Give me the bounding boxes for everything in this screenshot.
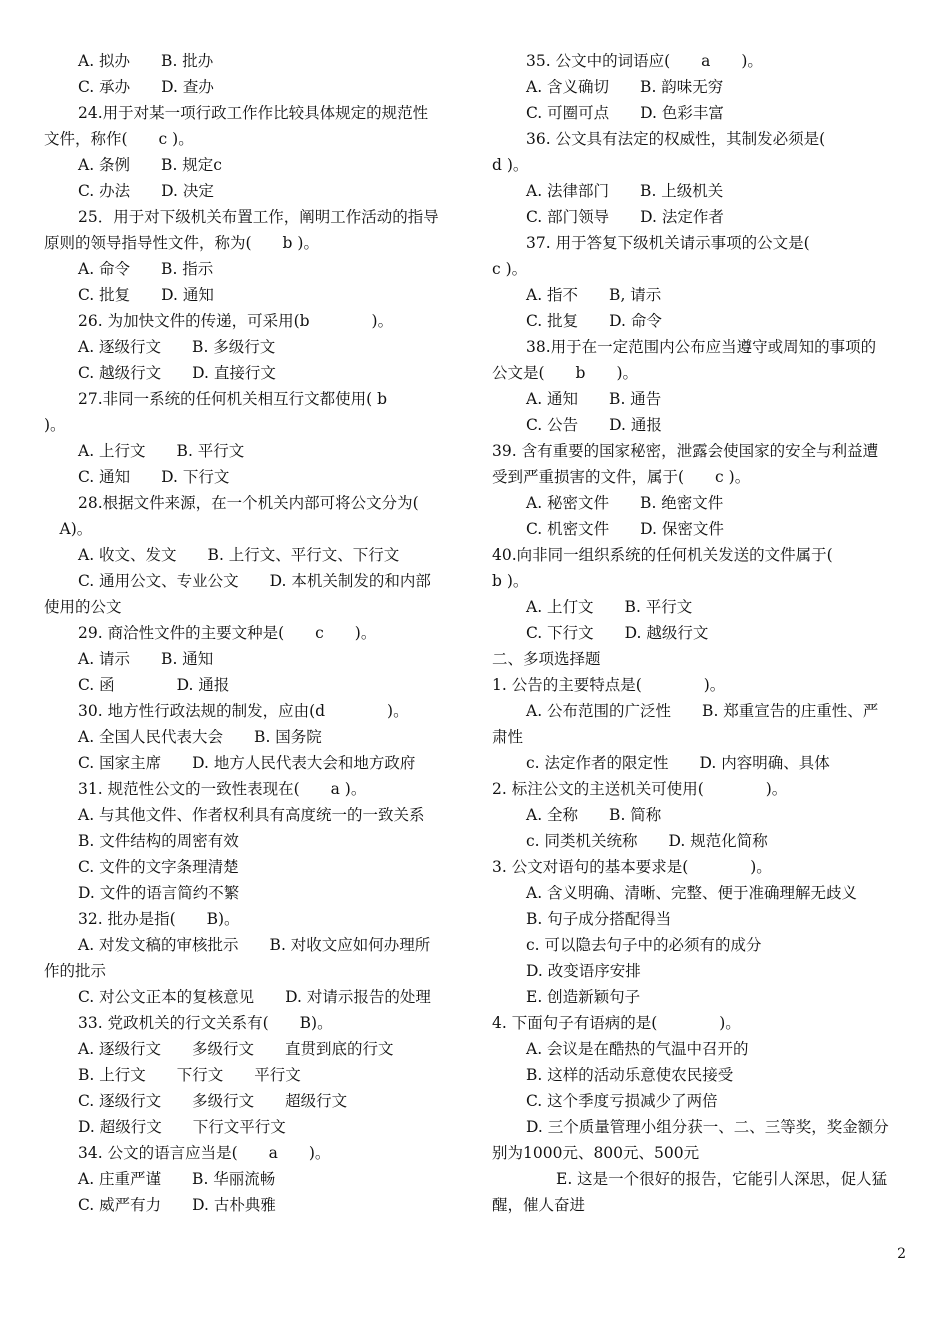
text-line: A. 庄重严谨 B. 华丽流畅 bbox=[78, 1170, 276, 1188]
text-line: A. 会议是在酷热的气温中召开的 bbox=[526, 1040, 749, 1058]
text-line: A. 逐级行文 多级行文 直贯到底的行文 bbox=[78, 1040, 394, 1058]
text-line: D. 文件的语言简约不繁 bbox=[78, 884, 240, 902]
left-column bbox=[44, 48, 464, 1218]
text-line: 29. 商洽性文件的主要文种是( c )。 bbox=[78, 624, 377, 642]
text-line: 38.用于在一定范围内公布应当遵守或周知的事项的 bbox=[526, 338, 877, 356]
text-line: C. 公告 D. 通报 bbox=[526, 416, 662, 434]
text-line: c. 法定作者的限定性 D. 内容明确、具体 bbox=[526, 754, 830, 772]
text-line: 原则的领导指导性文件，称为( b )。 bbox=[44, 234, 319, 252]
text-line: C. 这个季度亏损减少了两倍 bbox=[526, 1092, 718, 1110]
text-line: c. 同类机关统称 D. 规范化简称 bbox=[526, 832, 768, 850]
text-line: 33. 党政机关的行文关系有( B)。 bbox=[78, 1014, 333, 1032]
text-line: A. 指不 B, 请示 bbox=[526, 286, 662, 304]
text-line: 别为1000元、800元、500元 bbox=[492, 1144, 700, 1162]
text-line: 28.根据文件来源，在一个机关内部可将公文分为( bbox=[78, 494, 419, 512]
text-line: 4. 下面句子有语病的是( )。 bbox=[492, 1014, 741, 1032]
text-line: A. 上行文 B. 平行文 bbox=[78, 442, 245, 460]
text-line: A. 法律部门 B. 上级机关 bbox=[526, 182, 724, 200]
text-line: A. 含义明确、清晰、完整、便于准确理解无歧义 bbox=[526, 884, 858, 902]
text-line: C. 机密文件 D. 保密文件 bbox=[526, 520, 724, 538]
text-line: 35. 公文中的词语应( a )。 bbox=[526, 52, 763, 70]
text-line: A. 逐级行文 B. 多级行文 bbox=[78, 338, 276, 356]
text-line: c )。 bbox=[492, 260, 528, 278]
text-line: D. 改变语序安排 bbox=[526, 962, 641, 980]
text-line: B. 上行文 下行文 平行文 bbox=[78, 1066, 301, 1084]
text-line: B. 句子成分搭配得当 bbox=[526, 910, 672, 928]
text-line: 3. 公文对语句的基本要求是( )。 bbox=[492, 858, 772, 876]
text-line: 30. 地方性行政法规的制发，应由(d )。 bbox=[78, 702, 409, 720]
text-line: A. 通知 B. 通告 bbox=[526, 390, 662, 408]
text-line: C. 威严有力 D. 古朴典雅 bbox=[78, 1196, 276, 1214]
text-line: C. 通知 D. 下行文 bbox=[78, 468, 230, 486]
text-line: 27.非同一系统的任何机关相互行文都使用( b bbox=[78, 390, 388, 408]
text-line: C. 承办 D. 查办 bbox=[78, 78, 214, 96]
text-line: C. 越级行文 D. 直接行文 bbox=[78, 364, 276, 382]
text-line: D. 超级行文 下行文平行文 bbox=[78, 1118, 286, 1136]
text-line: A. 对发文稿的审核批示 B. 对收文应如何办理所 bbox=[78, 936, 431, 954]
text-line: A. 命令 B. 指示 bbox=[78, 260, 214, 278]
text-line: E. 创造新颖句子 bbox=[526, 988, 641, 1006]
text-line: 34. 公文的语言应当是( a )。 bbox=[78, 1144, 331, 1162]
text-line: C. 逐级行文 多级行文 超级行文 bbox=[78, 1092, 348, 1110]
text-line: A. 秘密文件 B. 绝密文件 bbox=[526, 494, 724, 512]
text-line: 作的批示 bbox=[44, 962, 107, 980]
text-line: 醒，催人奋进 bbox=[492, 1196, 586, 1214]
text-line: A. 收文、发文 B. 上行文、平行文、下行文 bbox=[78, 546, 400, 564]
text-line: C. 文件的文字条理清楚 bbox=[78, 858, 239, 876]
text-line: C. 批复 D. 通知 bbox=[78, 286, 214, 304]
text-line: 37. 用于答复下级机关请示事项的公文是( bbox=[526, 234, 810, 252]
text-line: B. 文件结构的周密有效 bbox=[78, 832, 239, 850]
text-line: 二、多项选择题 bbox=[492, 650, 601, 668]
text-line: 31. 规范性公文的一致性表现在( a )。 bbox=[78, 780, 367, 798]
text-line: C. 部门领导 D. 法定作者 bbox=[526, 208, 724, 226]
text-line: 文件，称作( c )。 bbox=[44, 130, 194, 148]
text-line: A. 与其他文件、作者权利具有高度统一的一致关系 bbox=[78, 806, 425, 824]
text-line: A. 全称 B. 简称 bbox=[526, 806, 662, 824]
text-line: D. 三个质量管理小组分获一、二、三等奖，奖金额分 bbox=[526, 1118, 889, 1136]
text-line: C. 对公文正本的复核意见 D. 对请示报告的处理 bbox=[78, 988, 431, 1006]
text-line: A. 含义确切 B. 韵味无穷 bbox=[526, 78, 724, 96]
text-line: A. 公布范围的广泛性 B. 郑重宣告的庄重性、严 bbox=[526, 702, 879, 720]
text-line: 26. 为加快文件的传递，可采用(b )。 bbox=[78, 312, 394, 330]
text-line: A. 拟办 B. 批办 bbox=[78, 52, 214, 70]
text-line: C. 下行文 D. 越级行文 bbox=[526, 624, 709, 642]
text-line: 受到严重损害的文件，属于( c )。 bbox=[492, 468, 751, 486]
text-line: c. 可以隐去句子中的必须有的成分 bbox=[526, 936, 762, 954]
text-line: A. 全国人民代表大会 B. 国务院 bbox=[78, 728, 322, 746]
text-line: 25．用于对下级机关布置工作，阐明工作活动的指导 bbox=[78, 208, 439, 226]
text-line: C. 办法 D. 决定 bbox=[78, 182, 214, 200]
right-column bbox=[492, 48, 912, 1218]
text-line: 36. 公文具有法定的权威性，其制发必须是( bbox=[526, 130, 826, 148]
text-line: A)。 bbox=[44, 520, 93, 538]
text-line: C. 可圈可点 D. 色彩丰富 bbox=[526, 104, 724, 122]
text-line: 肃性 bbox=[492, 728, 524, 746]
text-line: B. 这样的活动乐意使农民接受 bbox=[526, 1066, 734, 1084]
text-line: b )。 bbox=[492, 572, 529, 590]
text-line: C. 通用公文、专业公文 D. 本机关制发的和内部 bbox=[78, 572, 431, 590]
text-line: A. 条例 B. 规定c bbox=[78, 156, 222, 174]
text-line: 32. 批办是指( B)。 bbox=[78, 910, 240, 928]
text-line: E. 这是一个很好的报告，它能引人深思，促人猛 bbox=[556, 1170, 888, 1188]
text-line: d )。 bbox=[492, 156, 529, 174]
text-line: C. 国家主席 D. 地方人民代表大会和地方政府 bbox=[78, 754, 416, 772]
text-line: C. 函 D. 通报 bbox=[78, 676, 230, 694]
text-line: 40.向非同一组织系统的任何机关发送的文件属于( bbox=[492, 546, 833, 564]
text-line: 公文是( b )。 bbox=[492, 364, 639, 382]
text-line: )。 bbox=[44, 416, 66, 434]
text-line: 1. 公告的主要特点是( )。 bbox=[492, 676, 726, 694]
text-line: 使用的公文 bbox=[44, 598, 122, 616]
page-number: 2 bbox=[897, 1246, 906, 1262]
text-line: C. 批复 D. 命令 bbox=[526, 312, 662, 330]
text-line: 2. 标注公文的主送机关可使用( )。 bbox=[492, 780, 788, 798]
text-line: 39. 含有重要的国家秘密，泄露会使国家的安全与利益遭 bbox=[492, 442, 879, 460]
text-line: A. 请示 B. 通知 bbox=[78, 650, 214, 668]
text-line: A. 上仃文 B. 平行文 bbox=[526, 598, 693, 616]
text-line: 24.用于对某一项行政工作作比较具体规定的规范性 bbox=[78, 104, 429, 122]
